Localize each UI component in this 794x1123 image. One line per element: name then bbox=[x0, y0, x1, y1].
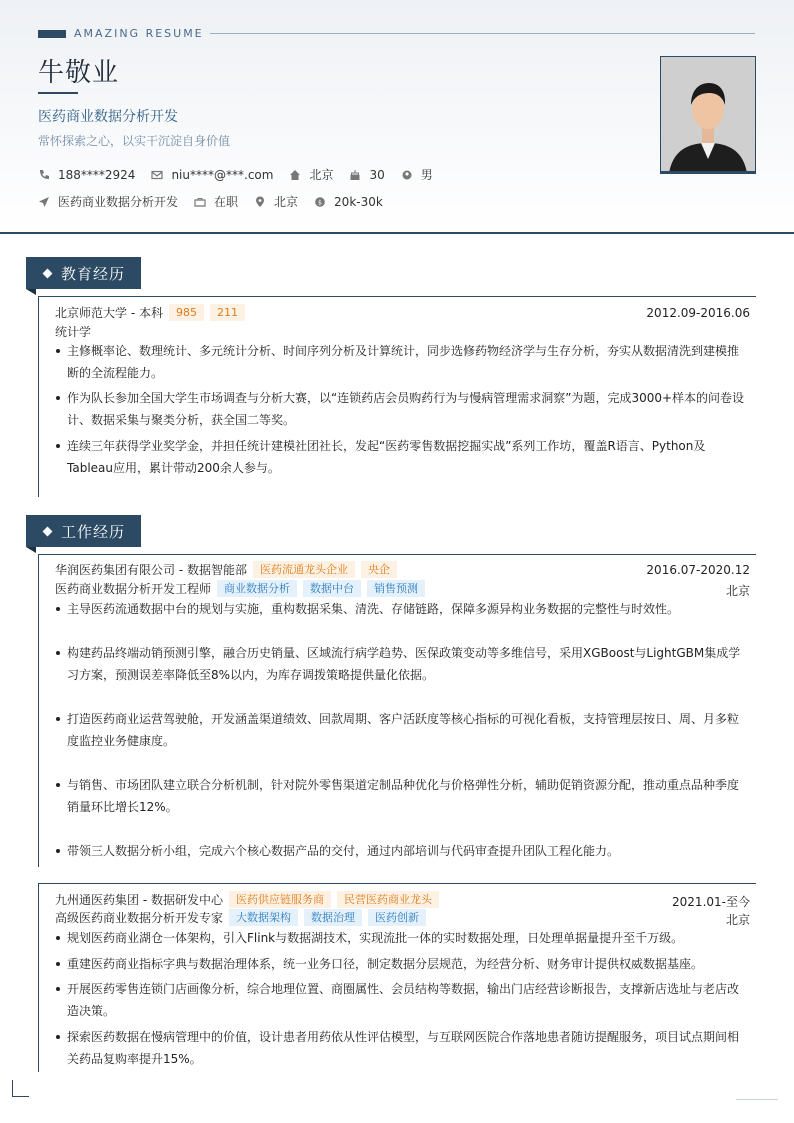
salary-info bbox=[314, 195, 383, 209]
company-tag: 医药流通龙头企业 bbox=[253, 561, 355, 578]
list-item: 带领三人数据分析小组，完成六个核心数据产品的交付，通过内部培训与代码审查提升团队工程化能力。 bbox=[55, 840, 750, 862]
hometown-text: 北京 bbox=[309, 168, 334, 182]
major: 统计学 bbox=[55, 325, 92, 339]
company-tag: 央企 bbox=[361, 561, 397, 578]
send-icon bbox=[38, 196, 50, 208]
brand bbox=[38, 27, 204, 40]
home-icon bbox=[289, 169, 301, 181]
cake-icon bbox=[349, 169, 361, 181]
phone-icon bbox=[38, 169, 50, 181]
info-row-basic bbox=[38, 166, 449, 183]
list-item: 探索医药数据在慢病管理中的价值，设计患者用药依从性评估模型，与互联网医院合作落地患者随访提醒服务，项目试点期间相关药品复购率提升15%。 bbox=[55, 1026, 750, 1070]
list-item: 打造医药商业运营驾驶舱，开发涵盖渠道绩效、回款周期、客户活跃度等核心指标的可视化看板，支持管理层按日、周、月多粒度监控业务健康度。 bbox=[55, 708, 750, 752]
page-corner-mark bbox=[736, 1099, 778, 1100]
job-city: 北京 bbox=[725, 584, 750, 598]
intent-info bbox=[38, 193, 178, 210]
section-title-text: 工作经历 bbox=[61, 522, 126, 541]
hometown-info bbox=[289, 166, 333, 183]
school-name: 北京师范大学 - 本科 bbox=[55, 306, 163, 320]
section-work-title bbox=[26, 515, 141, 547]
svg-text:$: $ bbox=[317, 197, 323, 206]
job-date: 2016.07-2020.12 bbox=[646, 563, 750, 577]
email-text: niu****@***.com bbox=[171, 167, 274, 182]
salary-text: 20k-30k bbox=[334, 194, 383, 209]
skill-tag: 商业数据分析 bbox=[217, 580, 297, 597]
city-text: 北京 bbox=[274, 195, 299, 209]
company-row bbox=[55, 891, 439, 908]
photo-underline bbox=[660, 171, 756, 174]
list-item: 连续三年获得学业奖学金，并担任统计建模社团社长，发起“医药零售数据挖掘实战”系列工作坊，覆盖R语言、Python及Tableau应用，累计带动200余人参与。 bbox=[55, 435, 750, 479]
brand-bar bbox=[38, 30, 66, 38]
company-row bbox=[55, 561, 397, 578]
position-row bbox=[55, 909, 426, 926]
skill-tag: 医药创新 bbox=[368, 909, 426, 926]
brand-divider bbox=[210, 33, 755, 34]
diamond-icon bbox=[43, 526, 53, 536]
skill-tag: 数据中台 bbox=[303, 580, 361, 597]
list-item: 构建药品终端动销预测引擎，融合历史销量、区域流行病学趋势、医保政策变动等多维信号，采用XGBoost与LightGBM集成学习方案，预测误差率降低至8%以内，为库存调拨策略提供量化依据。 bbox=[55, 642, 750, 686]
gender-info bbox=[401, 166, 433, 183]
company-name: 九州通医药集团 - 数据研发中心 bbox=[55, 893, 223, 907]
age-text: 30 bbox=[369, 167, 385, 182]
company-tag: 民营医药商业龙头 bbox=[337, 891, 439, 908]
status-text: 在职 bbox=[214, 195, 239, 209]
job-entry bbox=[38, 883, 756, 1072]
section-title-text: 教育经历 bbox=[61, 264, 126, 283]
status-info bbox=[194, 193, 238, 210]
school-row bbox=[55, 304, 245, 321]
gender-icon bbox=[401, 169, 413, 181]
section-education-title bbox=[26, 257, 141, 289]
list-item: 主导医药流通数据中台的规划与实施，重构数据采集、清洗、存储链路，保障多源异构业务数据的完整性与时效性。 bbox=[55, 598, 750, 620]
company-tag: 医药供应链服务商 bbox=[229, 891, 331, 908]
phone-text: 188****2924 bbox=[58, 167, 136, 182]
education-date: 2012.09-2016.06 bbox=[646, 306, 750, 320]
age-info bbox=[349, 168, 384, 182]
skill-tag: 销售预测 bbox=[367, 580, 425, 597]
page-corner-mark bbox=[12, 1080, 29, 1097]
status-icon bbox=[194, 196, 206, 208]
skill-tag: 大数据架构 bbox=[229, 909, 298, 926]
profile-photo bbox=[660, 56, 756, 174]
education-entry bbox=[38, 296, 756, 497]
list-item: 作为队长参加全国大学生市场调查与分析大赛，以“连锁药店会员购药行为与慢病管理需求洞察”为题，完成3000+样本的问卷设计、数据采集与聚类分析，获全国二等奖。 bbox=[55, 387, 750, 431]
job-entry bbox=[38, 554, 756, 867]
salary-icon bbox=[314, 196, 326, 208]
phone-info bbox=[38, 168, 135, 182]
motto: 常怀探索之心，以实干沉淀自身价值 bbox=[38, 134, 231, 148]
list-item: 重建医药商业指标字典与数据治理体系，统一业务口径，制定数据分层规范，为经营分析、财务审计提供权威数据基座。 bbox=[55, 953, 750, 975]
position-title: 医药商业数据分析开发工程师 bbox=[55, 582, 212, 596]
list-item: 规划医药商业湖仓一体架构，引入Flink与数据湖技术，实现流批一体的实时数据处理，日处理单据量提升至千万级。 bbox=[55, 927, 750, 949]
target-role: 医药商业数据分析开发 bbox=[38, 109, 178, 125]
list-item: 与销售、市场团队建立联合分析机制，针对院外零售渠道定制品种优化与价格弹性分析，辅助促销资源分配，推动重点品种季度销量环比增长12%。 bbox=[55, 774, 750, 818]
gender-text: 男 bbox=[420, 168, 433, 182]
city-info bbox=[254, 193, 298, 210]
school-tag: 985 bbox=[169, 304, 204, 321]
name-underline bbox=[38, 92, 78, 94]
avatar bbox=[661, 57, 755, 173]
location-icon bbox=[254, 196, 266, 208]
diamond-icon bbox=[43, 268, 53, 278]
school-tag: 211 bbox=[210, 304, 245, 321]
company-name: 华润医药集团有限公司 - 数据智能部 bbox=[55, 563, 247, 577]
skill-tag: 数据治理 bbox=[304, 909, 362, 926]
list-item: 开展医药零售连锁门店画像分析，综合地理位置、商圈属性、会员结构等数据，输出门店经营诊断报告，支撑新店选址与老店改造决策。 bbox=[55, 978, 750, 1022]
job-date: 2021.01-至今 bbox=[672, 895, 750, 909]
intent-text: 医药商业数据分析开发 bbox=[58, 195, 179, 209]
section-tab-fold bbox=[26, 289, 36, 295]
brand-text: AMAZING RESUME bbox=[74, 27, 204, 40]
section-tab-fold bbox=[26, 547, 36, 553]
position-row bbox=[55, 580, 425, 597]
info-row-job bbox=[38, 193, 399, 210]
list-item: 主修概率论、数理统计、多元统计分析、时间序列分析及计算统计，同步选修药物经济学与生存分析，夯实从数据清洗到建模推断的全流程能力。 bbox=[55, 340, 750, 384]
job-city: 北京 bbox=[725, 913, 750, 927]
candidate-name: 牛敬业 bbox=[38, 58, 120, 88]
position-title: 高级医药商业数据分析开发专家 bbox=[55, 911, 224, 925]
mail-icon bbox=[151, 169, 163, 181]
email-info bbox=[151, 168, 273, 182]
